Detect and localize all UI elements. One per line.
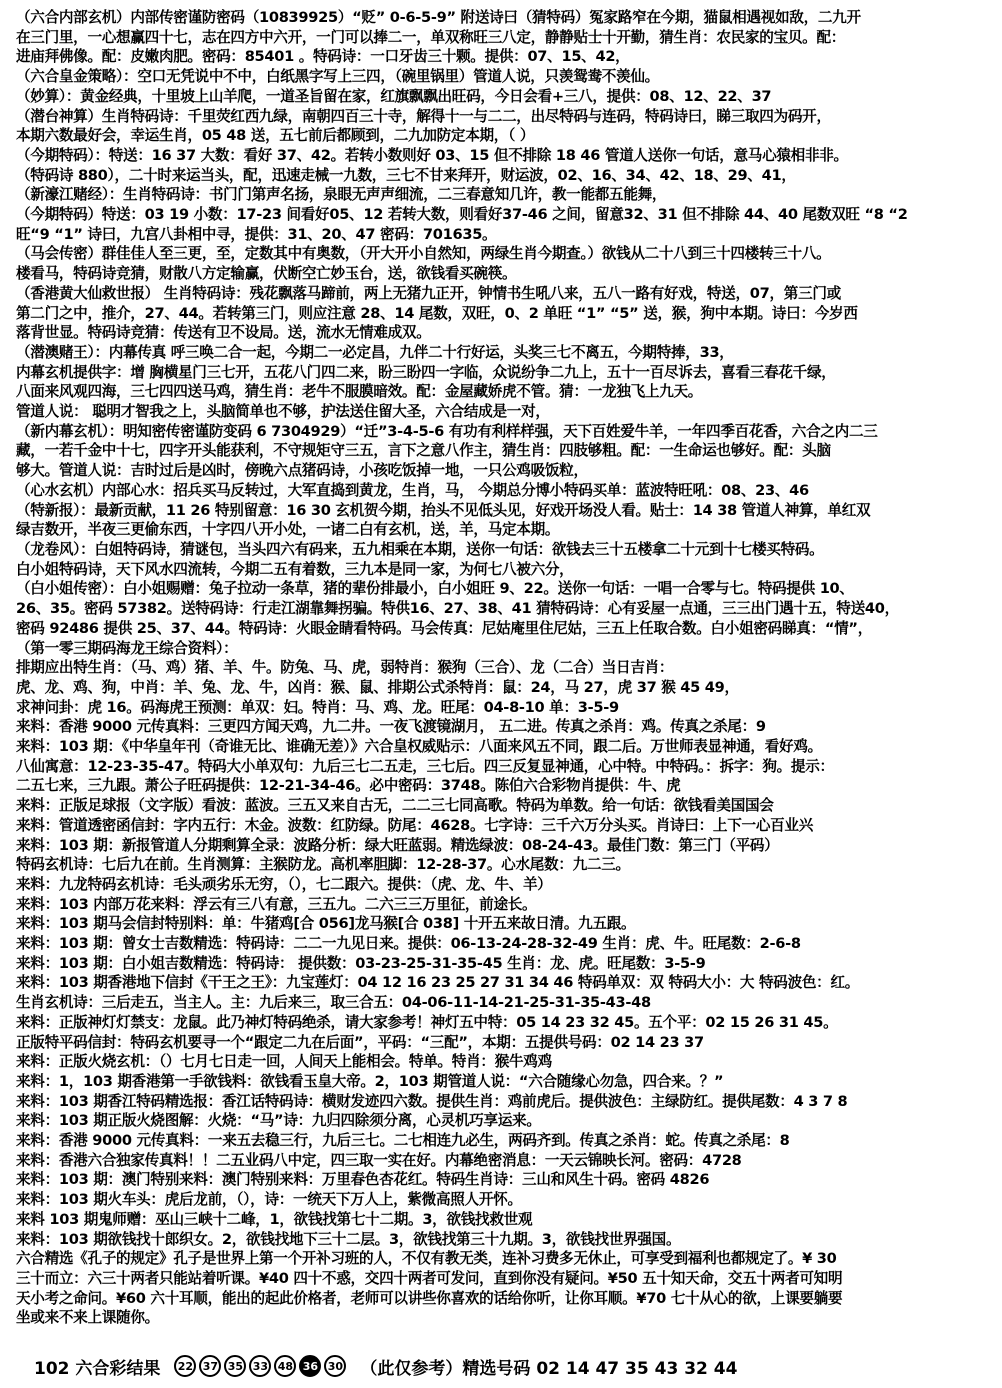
recommended-numbers: （此仅参考）精选号码 02 14 47 35 43 32 44: [360, 1358, 738, 1379]
text-line: 第二门之中，推介，27、44。若转第三门，则应注意 28、14 尾数，双旺，0、2 单旺 “1” “5” 送，猴，狗中本期。诗曰：今岁西: [16, 304, 858, 322]
result-ball: 36: [299, 1355, 321, 1377]
text-line: （龙卷风）：白姐特码诗，猜谜包，当头四六有码来，五九相乘在本期，送你一句话：欲钱去三十五楼拿二十元到十七楼买特码。: [16, 540, 824, 558]
text-line: 生肖玄机诗：三后走五，当主人。主：九后来三，取三合五：04-06-11-14-21-25-31-35-43-48: [16, 994, 651, 1012]
text-line: 来料：103 期：新报管道人分期剩算全录：波路分析：绿大旺蓝弱。精选绿波：08-24-43。最佳门数：第三门（平码）: [16, 836, 779, 854]
text-line: 本期六数最好会，幸运生肖，05 48 送，五七前后都顾到，二九加防定本期，（ ）: [16, 127, 535, 145]
text-line: 进庙拜佛像。配：皮嫩肉肥。密码：85401 。特码诗：一口牙齿三十颗。提供：07、15、42，: [16, 48, 630, 66]
text-line: 天小考之命问。¥60 六十耳顺，能出的起此价格者，老师可以讲些你喜欢的话给你听，让你耳顺。¥70 七十从心的欲，上课要躺要: [16, 1289, 843, 1307]
text-line: 绿吉数开，半夜三更偷东西，十字四八开小处，一诸二白有玄机，送，羊，马定本期。: [16, 521, 560, 539]
text-line: 八面来风观四海，三七四四送马鸡，猜生肖：老牛不服膜暗效。配：金屋藏娇虎不管。猜：一龙独飞上九天。: [16, 383, 703, 401]
text-line: 来料：103 期：曾女士吉数精选：特码诗：二二一九见日来。提供：06-13-24-28-32-49 生肖：虎、牛。旺尾数：2-6-8: [16, 935, 801, 953]
text-line: 落背世显。特码诗竞猜：传送有卫不设局。送，流水无情难成双。: [16, 324, 431, 342]
text-line: 来料：103 期香江特码精选报：香江话特码诗：横财发迹四六数。提供生肖：鸡前虎后。提供波色：主绿防红。提供尾数：4 3 7 8: [16, 1092, 848, 1110]
result-ball: 37: [199, 1355, 221, 1377]
text-line: （特新报）：最新贡献，11 26 特别留意：16 30 玄机贺今期，抬头不见低头见，好戏开场没人看。贴士：14 38 管道人神算，单红双: [16, 501, 871, 519]
text-line: （特码诗 880），二十时来运当头，配，迅速走械一九数，三七不甘来拜开，财运波，02、16、34、42、18、29、41，: [16, 166, 796, 184]
text-line: 够大。管道人说：吉时过后是凶时，傍晚六点猪码诗，小孩吃饭掉一地，一只公鸡吸饭粒，: [16, 462, 588, 480]
text-line: 26、35。密码 57382。送特码诗：行走江湖靠舞拐骗。特供16、27、38、41 猜特码诗：心有妥屋一点通，三三出门遇十五，特送40，: [16, 600, 899, 618]
text-line: （新内幕玄机）：明知密传密谨防变码 6 7304929）“迁”3-4-5-6 有功有利样样强，天下百姓爱牛羊，一年四季百花香，六合之内二三: [16, 422, 878, 440]
text-line: 来料：103 期香港地下信封《干王之王》：九宝莲灯：04 12 16 23 25 27 31 34 46 特码单双：双 特码大小：大 特码波色：红。: [16, 974, 860, 992]
text-line: （潜台神算）生肖特码诗：千里荧红西九绿，南朝四百三十寺，解得十一与二二，出尽特码与连码，特码诗曰，睇三取四为码开，: [16, 107, 831, 125]
text-line: 来料：九龙特码玄机诗：毛头顽劣乐无穷，（），七二跟六。提供：（虎、龙、牛、羊）: [16, 875, 552, 893]
text-line: 来料：103 期马会信封特别料：单：牛猪鸡[合 056]龙马猴[合 038] 十开五来故日清。九五跟。: [16, 915, 636, 933]
text-line: 密码 92486 提供 25、37、44。特码诗：火眼金睛看特码。马会传真：尼姑庵里住尼姑，三五上任取合数。白小姐密码睇真：“情”，: [16, 619, 873, 637]
text-line: 来料：103 期：白小姐吉数精选：特码诗： 提供数：03-23-25-31-35-45 生肖：龙、虎。旺尾数：3-5-9: [16, 954, 706, 972]
text-line: 来料：正版神灯灯禁支：龙鼠。此乃神灯特码绝杀，请大家参考！神灯五中特：05 14 23 32 45。五个平：02 15 26 31 45。: [16, 1013, 838, 1031]
text-line: 在三门里，一心想赢四十七，志在四方中六开，一门可以捧二一，单双称旺三八定，静静贴士十开勤，猜生肖：农民家的宝贝。配：: [16, 28, 846, 46]
text-line: 来料：103 期正版火烧图解：火烧：“马”诗：九归四除须分离，心灵机巧享运来。: [16, 1112, 541, 1130]
text-line: 八仙寓意：12-23-35-47。特码大小单双句：九后三七二五走，三七后。四三反复显神通，心中特。中特码。：拆字：狗。提示：: [16, 757, 834, 775]
result-ball-special: 30: [324, 1355, 346, 1377]
text-line: 来料：香港六合独家传真料！！二五业码八中定，四三取一实在好。内幕绝密消息：一天云锦映长河。密码：4728: [16, 1151, 742, 1169]
text-line: 白小姐特码诗，天下风水四流转，今期二五有着数，三九本是同一家，为何七八被六分，: [16, 560, 574, 578]
text-line: （今期特码）：特送：16 37 大数：看好 37、42。若转小数则好 03、15 但不排除 18 46 管道人送你一句话，意马心猿相非非。: [16, 146, 848, 164]
text-line: （马会传密）群佳佳人至三更，至，定数其中有奥数，（开大开小自然知，两绿生肖今期查。）欲钱从二十八到三十四楼转三十八。: [16, 245, 831, 263]
text-line: （心水玄机）内部心水：招兵买马反转过，大军直捣到黄龙，生肖，马， 今期总分博小特码买单：蓝波特旺吼：08、23、46: [16, 481, 809, 499]
text-line: 排期应出特生肖：（马、鸡）猪、羊、牛。防兔、马、虎，弱特肖：猴狗（三合）、龙（二合）当日吉肖：: [16, 659, 674, 677]
text-line: 三十而立：六三十两者只能站着听课。¥40 四十不惑，交四十两者可发问，直到你没有疑问。¥50 五十知天命，交五十两者可知明: [16, 1270, 843, 1287]
text-line: 求神问卦：虎 16。码海虎王预测：单双：妇。特肖：马、鸡、龙。旺尾：04-8-10 单：3-5-9: [16, 698, 619, 716]
result-ball: 22: [174, 1355, 196, 1377]
text-line: 管道人说： 聪明才智我之上，头脑简单也不够，护法送住留大圣，六合结成是一对，: [16, 403, 550, 421]
text-line: 来料：香港 9000 元传真料：三更四方闻天鸡，九二井。一夜飞渡镜湖月， 五二进。传真之杀肖：鸡。传真之杀尾：9: [16, 718, 766, 736]
text-line: 旺“9 “1” 诗曰，九宫八卦相中寻，提供：31、20、47 密码：701635。: [16, 225, 497, 243]
text-line: （今期特码）特送：03 19 小数：17-23 间看好05、12 若转大数，则看好37-46 之间，留意32、31 但不排除 44、40 尾数双旺 “8 “2: [16, 206, 908, 224]
text-line: 来料：103 期：《中华皇年刊（奇谁无比、谁确无差）》六合皇权威贴示：八面来风五不同，跟二后。万世师表显神通，看好鸡。: [16, 738, 822, 756]
text-line: 坐或来不来上课随你。: [16, 1309, 159, 1327]
text-line: 来料：103 期火车头：虎后龙前，（），诗：一统天下万人上，紫微高照人开怀。: [16, 1191, 522, 1209]
text-line: 正版特平码信封：特码玄机要寻一个“跟定二九在后面”，平码：“三配”，本期：五提供号码：02 14 23 37: [16, 1033, 704, 1051]
text-line: 虎、龙、鸡、狗，中肖：羊、兔、龙、牛，凶肖：猴、鼠、排期公式杀特肖：鼠：24，马 27，虎 37 猴 45 49，: [16, 678, 739, 696]
text-line: （六合内部玄机）内部传密谨防密码（10839925）“贬” 0-6-5-9” 附送诗曰（猜特码）冤家路窄在今期，猫鼠相遇视如敌，二九开: [16, 9, 861, 26]
result-ball: 33: [249, 1355, 271, 1377]
results-footer: [34, 1352, 984, 1380]
text-line: 来料：香港 9000 元传真料：一来五去稳三行，九后三七。二七相连九必生，两码齐到。传真之杀肖：蛇。传真之杀尾：8: [16, 1132, 790, 1150]
text-line: （第一零三期码海龙王综合资料）：: [16, 639, 238, 657]
text-line: 六合精选《孔子的规定》孔子是世界上第一个开补习班的人，不仅有教无类，连补习费多无休止，可享受到福利也都规定了。¥ 30: [16, 1250, 837, 1268]
text-line: （香港黄大仙救世报） 生肖特码诗：残花飘落马蹄前，两上无猪九正开，钟情书生吼八来，五八一路有好戏，特送，07，第三门或: [16, 284, 841, 302]
text-line: 藏，一若千金中十七，四字开头能获利，不守规矩守三五，言下之意八作主，猜生肖：四肢够粗。配：一生命运也够好。配：头脑: [16, 442, 831, 460]
text-line: （六合皇金策略）：空口无凭说中不中，白纸黑字写上三四，（碗里锅里）管道人说，只羡鸳鸯不羡仙。: [16, 68, 659, 86]
text-line: 特码玄机诗：七后九在前。生肖测算：主猴防龙。高机率胆脚：12-28-37。心水尾数：九二三。: [16, 856, 630, 874]
text-line: 来料：正版足球报（文字版）看波：蓝波。三五又来自古无，二二三七同高歌。特码为单数。给一句话：欲钱看美国国会: [16, 797, 774, 815]
text-line: 楼看马，特码诗竞猜，财散八方定输赢，伏断空亡妙玉台，送，欲钱看买碗筷。: [16, 265, 517, 283]
text-line: 来料：1，103 期香港第一手欲钱料：欲钱看玉皇大帝。2，103 期管道人说：“六合随缘心勿急，四合来。？”: [16, 1072, 724, 1090]
text-line: 来料：管道透密函信封：字内五行：木金。波数：红防绿。防尾：4628。七字诗：三千六万分头买。肖诗曰：上下一心百业兴: [16, 816, 813, 834]
text-line: （妙算）：黄金经典，十里坡上山羊爬，一道圣旨留在家，红旗飘飘出旺码，今日会看+三八，提供：08、12、22、37: [16, 87, 772, 105]
text-line: 来料 103 期鬼师赠：巫山三峡十二峰，1，欲钱找第七十二期。3，欲钱找救世观: [16, 1210, 533, 1228]
text-line: 来料：103 期欲钱找十郎织女。2，欲钱找地下三十二层。3，欲钱找第三十九期。3，欲钱找世界强国。: [16, 1230, 681, 1248]
result-balls: [174, 1355, 346, 1377]
text-line: 来料：103 期：澳门特别来料：澳门特别来料：万里春色杏花红。特码生肖诗：三山和风生十码。密码 4826: [16, 1171, 710, 1189]
text-line: 来料：103 内部万花来料：浮云有三八有意，三五九。二六三三万里征，前途长。: [16, 895, 537, 913]
text-line: （潜澳赌王）：内幕传真 呼三唤二合一起，今期二一必定昌，九伴二十行好运，头奖三七不离五，今期特捧，33，: [16, 343, 734, 361]
result-ball: 35: [224, 1355, 246, 1377]
results-label: 102 六合彩结果: [34, 1358, 161, 1379]
document-body: [16, 8, 988, 1328]
text-line: （白小姐传密）：白小姐赐赠：兔子拉动一条草，猪的辈份排最小，白小姐旺 9、22。送你一句话：一唱一合零与七。特码提供 10、: [16, 580, 854, 598]
text-line: 内幕玄机提供字：增 胸横星门三七开，五花八门四二来，盼三盼四一字临，众说纷争二九上，五十一百尽诉去，喜看三春花千绿，: [16, 363, 836, 381]
text-line: 二五七来，三九跟。萧公子旺码提供：12-21-34-46。必中密码：3748。陈伯六合彩物肖提供：牛、虎: [16, 777, 681, 795]
text-line: （新濠江赌经）：生肖特码诗：书门门第声名扬，泉眼无声声细流，二三春意知几许，教一能都五能舞，: [16, 186, 667, 204]
result-ball: 48: [274, 1355, 296, 1377]
text-line: 来料：正版火烧玄机：（）七月七日走一回，人间天上能相会。特单。特肖：猴牛鸡鸡: [16, 1053, 552, 1071]
